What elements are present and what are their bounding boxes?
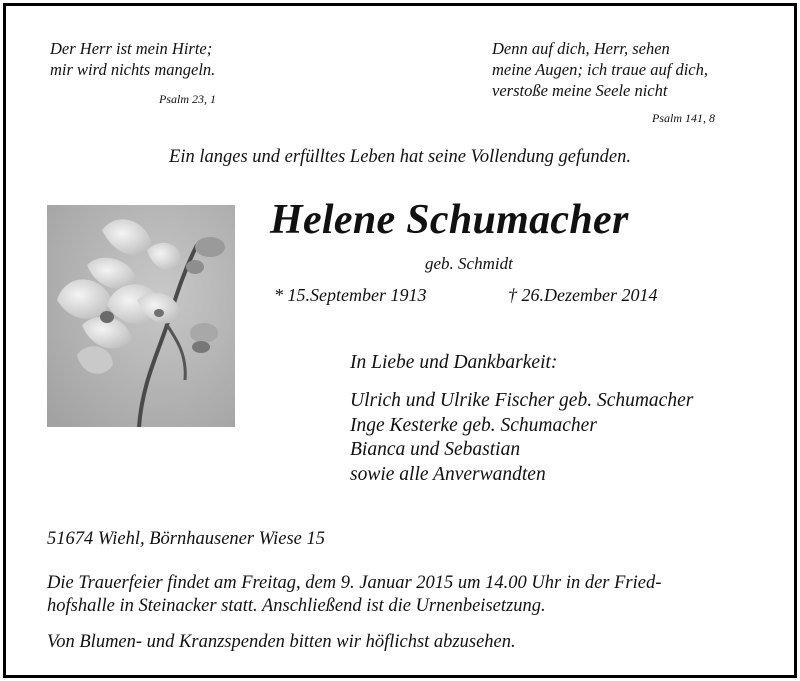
verse-left-line-1: Der Herr ist mein Hirte;	[50, 39, 213, 58]
mourner-name: Bianca und Sebastian	[350, 439, 521, 460]
funeral-line-2: hofshalle in Steinacker statt. Anschließend ist die Urnenbeisetzung.	[47, 596, 546, 616]
verse-right	[492, 38, 708, 101]
verse-right-line-1: Denn auf dich, Herr, sehen	[492, 39, 670, 58]
mourner-name: Inge Kesterke geb. Schumacher	[350, 414, 597, 436]
mourners-intro: In Liebe und Dankbarkeit:	[350, 352, 558, 373]
verse-left	[50, 38, 215, 80]
deceased-name: Helene Schumacher	[270, 197, 629, 243]
funeral-line-1: Die Trauerfeier findet am Freitag, dem 9. Januar 2015 um 14.00 Uhr in der Fried-	[47, 573, 662, 593]
funeral-info	[47, 572, 661, 618]
birth-date: * 15.September 1913	[274, 285, 427, 305]
mourner-name: Ulrich und Ulrike Fischer geb. Schumacher	[350, 390, 694, 411]
verse-right-line-3: verstoße meine Seele nicht	[492, 81, 668, 100]
verse-left-reference: Psalm 23, 1	[159, 92, 216, 106]
motto: Ein langes und erfülltes Leben hat seine Vollendung gefunden.	[169, 147, 631, 167]
verse-left-line-2: mir wird nichts mangeln.	[50, 60, 216, 79]
mourners-list	[350, 389, 693, 487]
verse-right-line-2: meine Augen; ich traue auf dich,	[492, 60, 708, 79]
death-date: † 26.Dezember 2014	[508, 285, 658, 305]
flowers-note: Von Blumen- und Kranzspenden bitten wir höflichst abzusehen.	[47, 632, 516, 652]
verse-right-reference: Psalm 141, 8	[652, 111, 715, 125]
orchid-photo	[47, 205, 235, 427]
maiden-name: geb. Schmidt	[425, 254, 513, 273]
address: 51674 Wiehl, Börnhausener Wiese 15	[47, 529, 325, 549]
mourner-name: sowie alle Anverwandten	[350, 463, 546, 485]
